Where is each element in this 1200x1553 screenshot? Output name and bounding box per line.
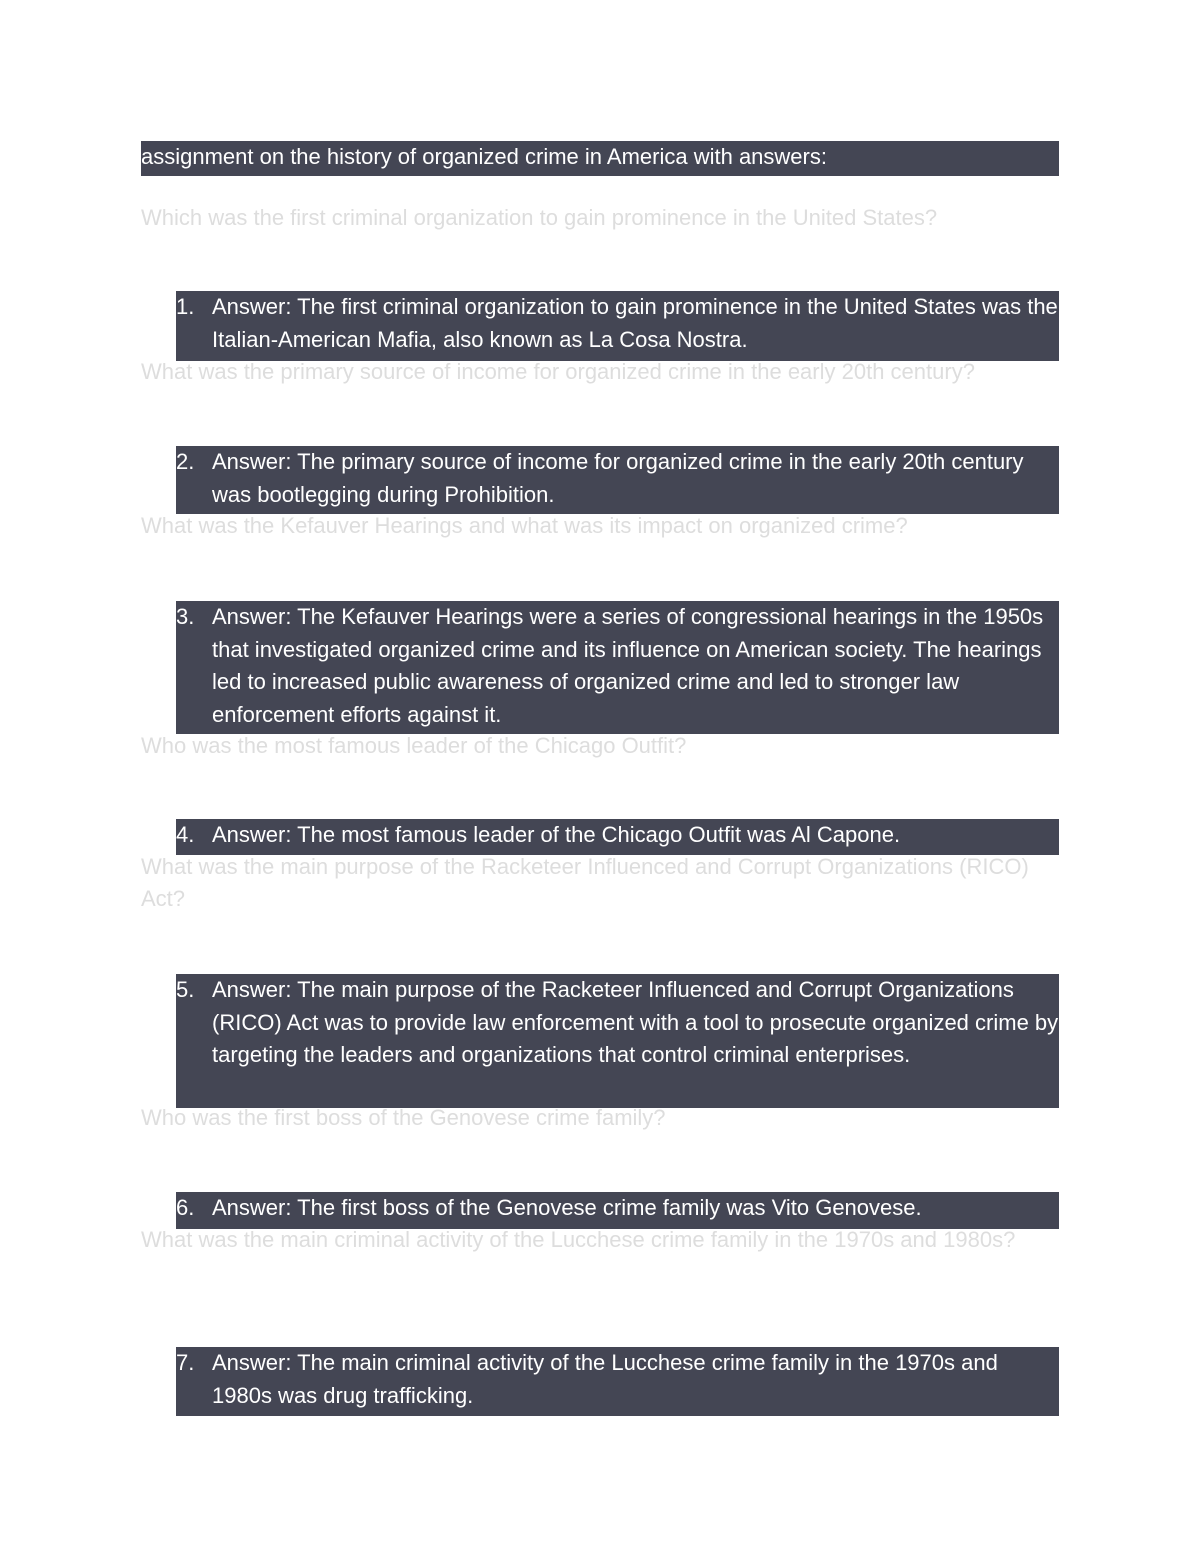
answer-number-4: 4.	[176, 822, 195, 847]
answer-row-1	[176, 291, 1059, 356]
answer-text-4: Answer: The most famous leader of the Chicago Outfit was Al Capone.	[212, 822, 901, 847]
question-3: What was the Kefauver Hearings and what was its impact on organized crime?	[141, 513, 908, 538]
question-7: What was the main criminal activity of the Lucchese crime family in the 1970s and 1980s?	[141, 1227, 1016, 1252]
question-6: Who was the first boss of the Genovese crime family?	[141, 1105, 666, 1130]
answer-number-3: 3.	[176, 604, 195, 629]
answer-box-4	[176, 819, 1059, 855]
answer-number-6: 6.	[176, 1195, 195, 1220]
answer-row-3	[176, 601, 1059, 731]
document-title: assignment on the history of organized crime in America with answers:	[141, 141, 1059, 176]
answer-row-5	[176, 974, 1059, 1072]
question-4: Who was the most famous leader of the Chicago Outfit?	[141, 733, 687, 758]
answer-row-4	[176, 819, 1059, 852]
answer-text-1: Answer: The first criminal organization to gain prominence in the United States was the Italian-American Mafia, also known as La Cosa Nostra.	[212, 294, 1058, 352]
answer-number-2: 2.	[176, 449, 195, 474]
answer-text-3: Answer: The Kefauver Hearings were a series of congressional hearings in the 1950s that investigated organized crime and its influence on American society. The hearings led to increased public awareness of organized crime and led to stronger law enforcement efforts against it.	[212, 604, 1044, 727]
answer-row-7	[176, 1347, 1059, 1412]
question-2: What was the primary source of income for organized crime in the early 20th century?	[141, 359, 975, 384]
answer-number-5: 5.	[176, 977, 195, 1002]
answer-box-7	[176, 1347, 1059, 1416]
answer-box-5	[176, 974, 1059, 1108]
question-1: Which was the first criminal organization to gain prominence in the United States?	[141, 205, 938, 230]
answer-text-2: Answer: The primary source of income for organized crime in the early 20th century was bootlegging during Prohibition.	[212, 449, 1024, 507]
answer-text-7: Answer: The main criminal activity of the Lucchese crime family in the 1970s and 1980s was drug trafficking.	[212, 1350, 998, 1408]
answer-box-1	[176, 291, 1059, 361]
answer-text-5: Answer: The main purpose of the Racketeer Influenced and Corrupt Organizations (RICO) Act was to provide law enforcement with a tool to prosecute organized crime by targeting the leaders and organizations that control criminal enterprises.	[212, 977, 1059, 1067]
answer-number-7: 7.	[176, 1350, 195, 1375]
answer-number-1: 1.	[176, 294, 195, 319]
answer-row-6	[176, 1192, 1059, 1225]
answer-text-6: Answer: The first boss of the Genovese crime family was Vito Genovese.	[212, 1195, 922, 1220]
answer-box-2	[176, 446, 1059, 514]
answer-row-2	[176, 446, 1059, 511]
answer-box-3	[176, 601, 1059, 734]
question-5: What was the main purpose of the Racketeer Influenced and Corrupt Organizations (RICO) Act?	[141, 854, 1029, 911]
